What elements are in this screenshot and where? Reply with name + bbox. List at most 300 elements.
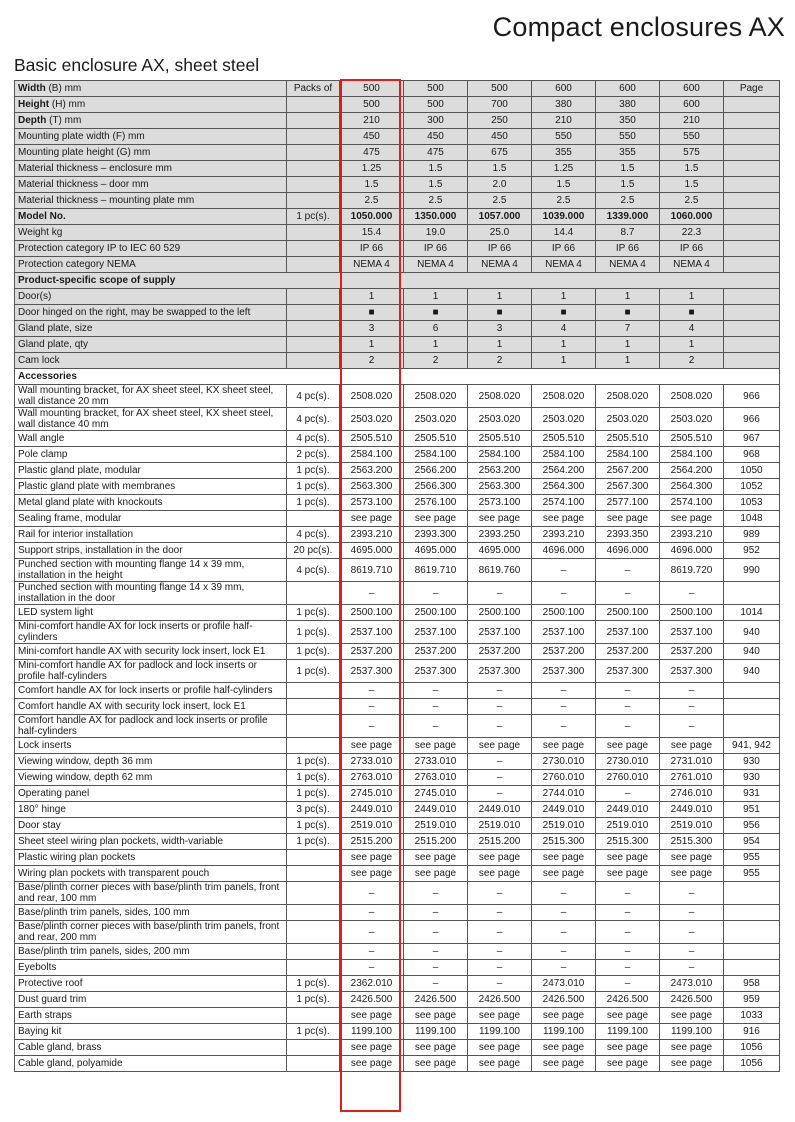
value-cell: see page xyxy=(532,1008,596,1024)
value-cell: 2761.010 xyxy=(660,770,724,786)
spec-row xyxy=(15,225,780,241)
row-label: Mounting plate width (F) mm xyxy=(15,129,287,145)
value-cell: 2745.010 xyxy=(404,786,468,802)
value-cell: 1.5 xyxy=(468,161,532,177)
value-cell: 8619.710 xyxy=(340,559,404,582)
value-cell: – xyxy=(468,882,532,905)
page-cell xyxy=(724,241,780,257)
packs-cell: 4 pc(s). xyxy=(287,431,340,447)
value-cell: 2537.200 xyxy=(404,644,468,660)
spec-row xyxy=(15,129,780,145)
value-cell: see page xyxy=(660,738,724,754)
value-cell: 475 xyxy=(340,145,404,161)
value-cell: – xyxy=(596,905,660,921)
value-cell: see page xyxy=(660,1008,724,1024)
packs-cell xyxy=(287,921,340,944)
value-cell: 19.0 xyxy=(404,225,468,241)
value-cell: 2564.300 xyxy=(660,479,724,495)
page-cell xyxy=(724,145,780,161)
value-cell: see page xyxy=(596,1056,660,1072)
value-cell: – xyxy=(596,582,660,605)
value-cell: 2505.510 xyxy=(340,431,404,447)
page-cell xyxy=(724,337,780,353)
value-cell: 2537.100 xyxy=(532,621,596,644)
row-label: Height (H) mm xyxy=(15,97,287,113)
value-cell: 2584.100 xyxy=(468,447,532,463)
row-label: Metal gland plate with knockouts xyxy=(15,495,287,511)
product-table xyxy=(14,80,780,1072)
page-cell xyxy=(724,960,780,976)
value-cell: 2730.010 xyxy=(596,754,660,770)
row-label: Weight kg xyxy=(15,225,287,241)
value-cell: – xyxy=(532,582,596,605)
page-cell xyxy=(724,129,780,145)
packs-cell xyxy=(287,683,340,699)
packs-cell xyxy=(287,353,340,369)
value-cell: see page xyxy=(404,866,468,882)
row-label: Mini-comfort handle AX with security lock insert, lock E1 xyxy=(15,644,287,660)
page-cell: 916 xyxy=(724,1024,780,1040)
value-cell: 1199.100 xyxy=(532,1024,596,1040)
row-label: Door hinged on the right, may be swapped to the left xyxy=(15,305,287,321)
value-cell: – xyxy=(404,976,468,992)
page-cell xyxy=(724,177,780,193)
value-cell: 2537.100 xyxy=(340,621,404,644)
row-label: Depth (T) mm xyxy=(15,113,287,129)
value-cell: 2426.500 xyxy=(596,992,660,1008)
value-cell: 2515.300 xyxy=(596,834,660,850)
page-cell: 959 xyxy=(724,992,780,1008)
value-cell: 4695.000 xyxy=(404,543,468,559)
value-cell: – xyxy=(468,754,532,770)
value-cell: 2500.100 xyxy=(660,605,724,621)
value-cell: – xyxy=(340,582,404,605)
value-cell: 2564.200 xyxy=(532,463,596,479)
value-cell: see page xyxy=(596,850,660,866)
value-cell: 2574.100 xyxy=(660,495,724,511)
spec-row xyxy=(15,97,780,113)
value-cell: 350 xyxy=(596,113,660,129)
value-cell: – xyxy=(468,921,532,944)
row-label: Mini-comfort handle AX for padlock and lock inserts or profile half-cylinders xyxy=(15,660,287,683)
value-cell: 1.5 xyxy=(660,161,724,177)
packs-cell xyxy=(287,960,340,976)
page-cell: 989 xyxy=(724,527,780,543)
value-cell: 2500.100 xyxy=(596,605,660,621)
value-cell: 2537.200 xyxy=(532,644,596,660)
value-cell: see page xyxy=(468,866,532,882)
value-cell: – xyxy=(404,882,468,905)
value-cell: 500 xyxy=(404,81,468,97)
value-cell: 2505.510 xyxy=(532,431,596,447)
value-cell: – xyxy=(596,976,660,992)
value-cell: 4696.000 xyxy=(596,543,660,559)
row-label: Gland plate, qty xyxy=(15,337,287,353)
packs-cell xyxy=(287,337,340,353)
spec-row xyxy=(15,209,780,225)
value-cell: – xyxy=(532,921,596,944)
value-cell: 2515.200 xyxy=(404,834,468,850)
value-cell: 1 xyxy=(468,289,532,305)
spec-row xyxy=(15,161,780,177)
value-cell: 2563.300 xyxy=(340,479,404,495)
value-cell: 550 xyxy=(532,129,596,145)
value-cell: – xyxy=(340,699,404,715)
value-cell: 2760.010 xyxy=(532,770,596,786)
value-cell: 2508.020 xyxy=(340,385,404,408)
value-cell: – xyxy=(404,944,468,960)
value-cell: see page xyxy=(404,511,468,527)
accessory-row xyxy=(15,976,780,992)
value-cell: ■ xyxy=(468,305,532,321)
value-cell: – xyxy=(596,683,660,699)
value-cell: – xyxy=(660,882,724,905)
page-cell: 951 xyxy=(724,802,780,818)
page-title: Compact enclosures AX xyxy=(492,12,785,42)
spec-row xyxy=(15,241,780,257)
value-cell: 3 xyxy=(340,321,404,337)
value-cell: – xyxy=(596,786,660,802)
value-cell: 2393.350 xyxy=(596,527,660,543)
value-cell: – xyxy=(660,683,724,699)
row-label: Protection category NEMA xyxy=(15,257,287,273)
value-cell: 600 xyxy=(532,81,596,97)
value-cell: see page xyxy=(340,511,404,527)
value-cell: see page xyxy=(340,850,404,866)
value-cell: 2537.100 xyxy=(596,621,660,644)
value-cell: 3 xyxy=(468,321,532,337)
value-cell: see page xyxy=(404,1040,468,1056)
value-cell: 2537.300 xyxy=(468,660,532,683)
value-cell: 2.5 xyxy=(468,193,532,209)
packs-cell xyxy=(287,97,340,113)
accessory-row xyxy=(15,960,780,976)
value-cell: see page xyxy=(532,1040,596,1056)
value-cell: see page xyxy=(340,738,404,754)
value-cell: 2515.300 xyxy=(660,834,724,850)
value-cell: 1 xyxy=(468,337,532,353)
value-cell: 2505.510 xyxy=(660,431,724,447)
value-cell: 1 xyxy=(532,337,596,353)
value-cell: 2.0 xyxy=(468,177,532,193)
accessory-row xyxy=(15,754,780,770)
row-label: Base/plinth trim panels, sides, 200 mm xyxy=(15,944,287,960)
value-cell: 2473.010 xyxy=(660,976,724,992)
value-cell: 4696.000 xyxy=(532,543,596,559)
value-cell: 4 xyxy=(532,321,596,337)
value-cell: 2519.010 xyxy=(340,818,404,834)
value-cell: – xyxy=(468,905,532,921)
accessory-row xyxy=(15,715,780,738)
accessory-row xyxy=(15,699,780,715)
value-cell: 8619.720 xyxy=(660,559,724,582)
spec-row xyxy=(15,193,780,209)
value-cell: see page xyxy=(404,1008,468,1024)
value-cell: see page xyxy=(532,738,596,754)
value-cell: 210 xyxy=(340,113,404,129)
packs-cell xyxy=(287,193,340,209)
value-cell: see page xyxy=(468,511,532,527)
page-cell: 990 xyxy=(724,559,780,582)
value-cell: 2362.010 xyxy=(340,976,404,992)
value-cell: 8.7 xyxy=(596,225,660,241)
row-label: Wiring plan pockets with transparent pouch xyxy=(15,866,287,882)
row-label: Punched section with mounting flange 14 x 39 mm, installation in the door xyxy=(15,582,287,605)
accessory-row xyxy=(15,866,780,882)
row-label: Plastic gland plate, modular xyxy=(15,463,287,479)
value-cell: 1 xyxy=(596,353,660,369)
packs-cell xyxy=(287,866,340,882)
row-label: 180° hinge xyxy=(15,802,287,818)
value-cell: 2503.020 xyxy=(340,408,404,431)
value-cell: 1.5 xyxy=(596,177,660,193)
value-cell: 2564.300 xyxy=(532,479,596,495)
value-cell: 675 xyxy=(468,145,532,161)
value-cell: see page xyxy=(660,1056,724,1072)
accessory-row xyxy=(15,834,780,850)
page-cell: 966 xyxy=(724,408,780,431)
page-cell: 931 xyxy=(724,786,780,802)
packs-cell: 4 pc(s). xyxy=(287,559,340,582)
value-cell: 550 xyxy=(660,129,724,145)
value-cell: 2393.300 xyxy=(404,527,468,543)
value-cell: 355 xyxy=(596,145,660,161)
value-cell: 2563.200 xyxy=(468,463,532,479)
supply-heading xyxy=(15,273,780,289)
value-cell: 2426.500 xyxy=(340,992,404,1008)
value-cell: 2449.010 xyxy=(340,802,404,818)
value-cell: 1 xyxy=(596,289,660,305)
value-cell: NEMA 4 xyxy=(340,257,404,273)
row-label: Comfort handle AX with security lock insert, lock E1 xyxy=(15,699,287,715)
value-cell: see page xyxy=(532,511,596,527)
value-cell: 2733.010 xyxy=(404,754,468,770)
value-cell: 1199.100 xyxy=(404,1024,468,1040)
page-cell: 1053 xyxy=(724,495,780,511)
value-cell: – xyxy=(404,582,468,605)
row-label: Dust guard trim xyxy=(15,992,287,1008)
value-cell: 1050.000 xyxy=(340,209,404,225)
value-cell: 25.0 xyxy=(468,225,532,241)
packs-cell: 1 pc(s). xyxy=(287,818,340,834)
value-cell: – xyxy=(404,960,468,976)
value-cell: – xyxy=(340,683,404,699)
value-cell: 1039.000 xyxy=(532,209,596,225)
accessory-row xyxy=(15,1056,780,1072)
page-cell: 967 xyxy=(724,431,780,447)
page-cell xyxy=(724,905,780,921)
value-cell: – xyxy=(596,944,660,960)
value-cell: 500 xyxy=(404,97,468,113)
value-cell: 2503.020 xyxy=(596,408,660,431)
row-label: Support strips, installation in the door xyxy=(15,543,287,559)
value-cell: 2584.100 xyxy=(532,447,596,463)
packs-cell: 4 pc(s). xyxy=(287,408,340,431)
packs-cell: 20 pc(s). xyxy=(287,543,340,559)
value-cell: 2537.300 xyxy=(340,660,404,683)
packs-cell: Packs of xyxy=(287,81,340,97)
packs-cell xyxy=(287,738,340,754)
value-cell: – xyxy=(596,715,660,738)
value-cell: – xyxy=(532,960,596,976)
value-cell: see page xyxy=(596,738,660,754)
value-cell: 2426.500 xyxy=(468,992,532,1008)
row-label: Lock inserts xyxy=(15,738,287,754)
value-cell: see page xyxy=(468,1056,532,1072)
page-cell: 958 xyxy=(724,976,780,992)
value-cell: – xyxy=(532,715,596,738)
spec-row xyxy=(15,81,780,97)
value-cell: 2 xyxy=(660,353,724,369)
packs-cell xyxy=(287,715,340,738)
page-cell xyxy=(724,305,780,321)
packs-cell: 2 pc(s). xyxy=(287,447,340,463)
page-cell: 966 xyxy=(724,385,780,408)
accessory-row xyxy=(15,447,780,463)
supply-row xyxy=(15,337,780,353)
value-cell: 2537.200 xyxy=(660,644,724,660)
spec-row xyxy=(15,145,780,161)
value-cell: 550 xyxy=(596,129,660,145)
value-cell: 7 xyxy=(596,321,660,337)
value-cell: 2500.100 xyxy=(404,605,468,621)
value-cell: IP 66 xyxy=(340,241,404,257)
page-cell: 952 xyxy=(724,543,780,559)
value-cell: see page xyxy=(660,866,724,882)
page-cell: 940 xyxy=(724,644,780,660)
page-cell: 956 xyxy=(724,818,780,834)
value-cell: 2449.010 xyxy=(404,802,468,818)
page-cell xyxy=(724,715,780,738)
value-cell: – xyxy=(660,921,724,944)
value-cell: 4 xyxy=(660,321,724,337)
page-cell xyxy=(724,289,780,305)
value-cell: 1.25 xyxy=(532,161,596,177)
accessory-row xyxy=(15,1008,780,1024)
value-cell: – xyxy=(468,683,532,699)
value-cell: ■ xyxy=(596,305,660,321)
value-cell: 1.5 xyxy=(596,161,660,177)
page-cell: 1052 xyxy=(724,479,780,495)
page-cell: 1048 xyxy=(724,511,780,527)
value-cell: 2519.010 xyxy=(468,818,532,834)
page-cell xyxy=(724,193,780,209)
row-label: Model No. xyxy=(15,209,287,225)
page-cell xyxy=(724,97,780,113)
value-cell: 500 xyxy=(340,97,404,113)
value-cell: 2449.010 xyxy=(532,802,596,818)
row-label: Wall mounting bracket, for AX sheet steel, KX sheet steel, wall distance 20 mm xyxy=(15,385,287,408)
packs-cell: 1 pc(s). xyxy=(287,209,340,225)
value-cell: 2449.010 xyxy=(596,802,660,818)
value-cell: – xyxy=(532,882,596,905)
packs-cell: 1 pc(s). xyxy=(287,479,340,495)
value-cell: 15.4 xyxy=(340,225,404,241)
packs-cell: 1 pc(s). xyxy=(287,621,340,644)
accessory-row xyxy=(15,463,780,479)
value-cell: 1.25 xyxy=(340,161,404,177)
value-cell: 1 xyxy=(660,289,724,305)
accessories-heading-label: Accessories xyxy=(15,369,780,385)
row-label: Plastic gland plate with membranes xyxy=(15,479,287,495)
accessory-row xyxy=(15,944,780,960)
row-label: Pole clamp xyxy=(15,447,287,463)
row-label: Door stay xyxy=(15,818,287,834)
accessory-row xyxy=(15,605,780,621)
value-cell: IP 66 xyxy=(468,241,532,257)
row-label: Material thickness – enclosure mm xyxy=(15,161,287,177)
value-cell: 1199.100 xyxy=(340,1024,404,1040)
packs-cell xyxy=(287,699,340,715)
row-label: Viewing window, depth 62 mm xyxy=(15,770,287,786)
value-cell: ■ xyxy=(404,305,468,321)
page-cell: 1050 xyxy=(724,463,780,479)
packs-cell: 1 pc(s). xyxy=(287,786,340,802)
row-label: Wall angle xyxy=(15,431,287,447)
value-cell: 2577.100 xyxy=(596,495,660,511)
value-cell: 2746.010 xyxy=(660,786,724,802)
value-cell: 2573.100 xyxy=(468,495,532,511)
value-cell: 8619.760 xyxy=(468,559,532,582)
value-cell: 2503.020 xyxy=(468,408,532,431)
value-cell: NEMA 4 xyxy=(596,257,660,273)
value-cell: – xyxy=(660,582,724,605)
value-cell: 1 xyxy=(532,289,596,305)
value-cell: 2584.100 xyxy=(340,447,404,463)
value-cell: 2508.020 xyxy=(532,385,596,408)
value-cell: IP 66 xyxy=(596,241,660,257)
row-label: Plastic wiring plan pockets xyxy=(15,850,287,866)
value-cell: IP 66 xyxy=(660,241,724,257)
value-cell: – xyxy=(532,699,596,715)
spec-row xyxy=(15,113,780,129)
value-cell: 2519.010 xyxy=(660,818,724,834)
value-cell: 2537.200 xyxy=(340,644,404,660)
accessory-row xyxy=(15,559,780,582)
value-cell: 2426.500 xyxy=(532,992,596,1008)
value-cell: 2537.100 xyxy=(660,621,724,644)
value-cell: – xyxy=(468,960,532,976)
supply-row xyxy=(15,353,780,369)
value-cell: 2567.200 xyxy=(596,463,660,479)
value-cell: 2763.010 xyxy=(404,770,468,786)
page-cell: 1056 xyxy=(724,1056,780,1072)
value-cell: 2733.010 xyxy=(340,754,404,770)
packs-cell xyxy=(287,129,340,145)
packs-cell xyxy=(287,1056,340,1072)
value-cell: 1060.000 xyxy=(660,209,724,225)
value-cell: 700 xyxy=(468,97,532,113)
packs-cell: 1 pc(s). xyxy=(287,1024,340,1040)
accessory-row xyxy=(15,431,780,447)
value-cell: 2537.300 xyxy=(596,660,660,683)
row-label: Rail for interior installation xyxy=(15,527,287,543)
value-cell: 2584.100 xyxy=(596,447,660,463)
value-cell: 2 xyxy=(404,353,468,369)
packs-cell xyxy=(287,1008,340,1024)
value-cell: – xyxy=(404,905,468,921)
value-cell: see page xyxy=(660,1040,724,1056)
value-cell: – xyxy=(596,882,660,905)
row-label: Material thickness – door mm xyxy=(15,177,287,193)
value-cell: – xyxy=(340,944,404,960)
value-cell: 2519.010 xyxy=(404,818,468,834)
value-cell: – xyxy=(596,559,660,582)
packs-cell: 3 pc(s). xyxy=(287,802,340,818)
value-cell: – xyxy=(340,882,404,905)
value-cell: ■ xyxy=(340,305,404,321)
value-cell: 450 xyxy=(468,129,532,145)
